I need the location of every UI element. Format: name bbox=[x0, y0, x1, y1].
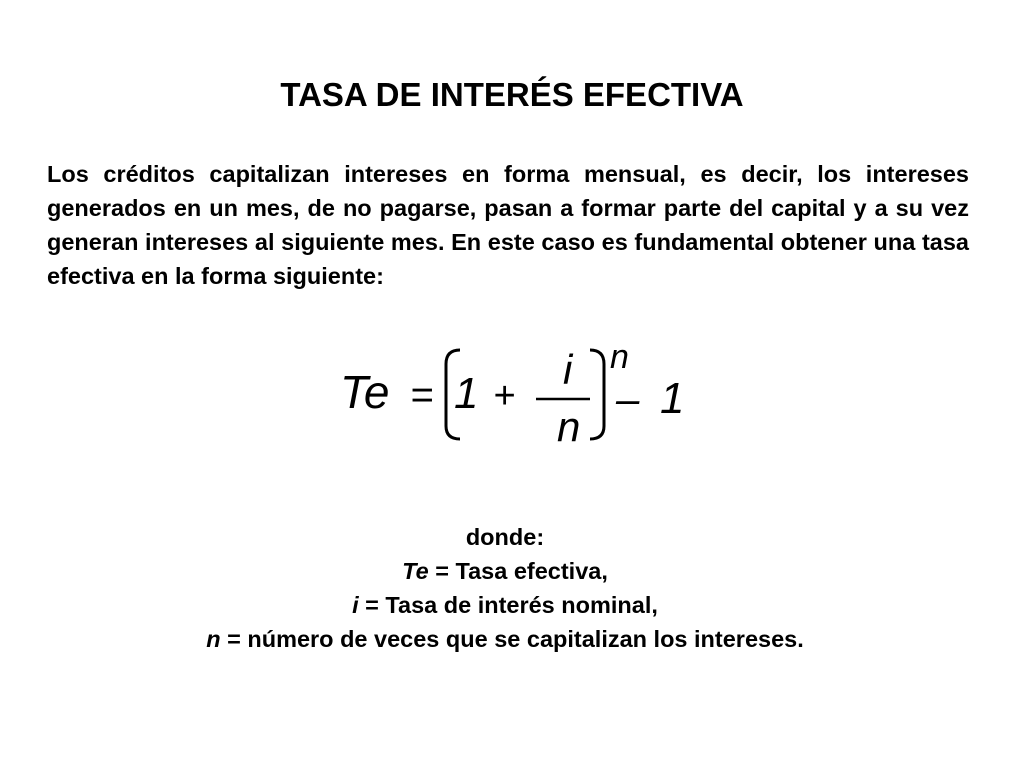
legend-text: = Tasa efectiva, bbox=[428, 558, 608, 584]
legend-item-te bbox=[0, 554, 1010, 588]
formula-equals: = bbox=[410, 373, 434, 417]
legend-symbol: i bbox=[352, 592, 359, 618]
formula-plus: + bbox=[493, 375, 516, 417]
right-bracket bbox=[590, 350, 604, 439]
formula-one: 1 bbox=[454, 369, 479, 418]
legend-heading: donde: bbox=[465, 524, 545, 550]
formula-exponent: n bbox=[610, 338, 629, 376]
formula-minus: – bbox=[616, 375, 640, 422]
effective-rate-formula bbox=[330, 338, 710, 458]
formula-denominator: n bbox=[557, 403, 581, 450]
legend-text: = Tasa de interés nominal, bbox=[358, 592, 658, 618]
legend-item-n bbox=[0, 622, 1010, 656]
variable-legend bbox=[0, 520, 1010, 656]
legend-item-i bbox=[0, 588, 1010, 622]
legend-symbol: n bbox=[206, 626, 221, 652]
formula-subtracted: 1 bbox=[660, 374, 685, 423]
legend-symbol: Te bbox=[402, 558, 429, 584]
slide-title: TASA DE INTERÉS EFECTIVA bbox=[280, 76, 744, 113]
formula-numerator: i bbox=[563, 346, 573, 393]
legend-text: = número de veces que se capitalizan los intereses. bbox=[220, 626, 804, 652]
intro-paragraph: Los créditos capitalizan intereses en forma mensual, es decir, los intereses generados en un mes, de no pagarse, pasan a formar parte del capital y a su vez generan intereses al siguiente mes. En este caso es fundamental obtener una tasa efectiva en la forma siguiente: bbox=[47, 161, 969, 289]
formula-lhs: Te bbox=[340, 366, 390, 418]
